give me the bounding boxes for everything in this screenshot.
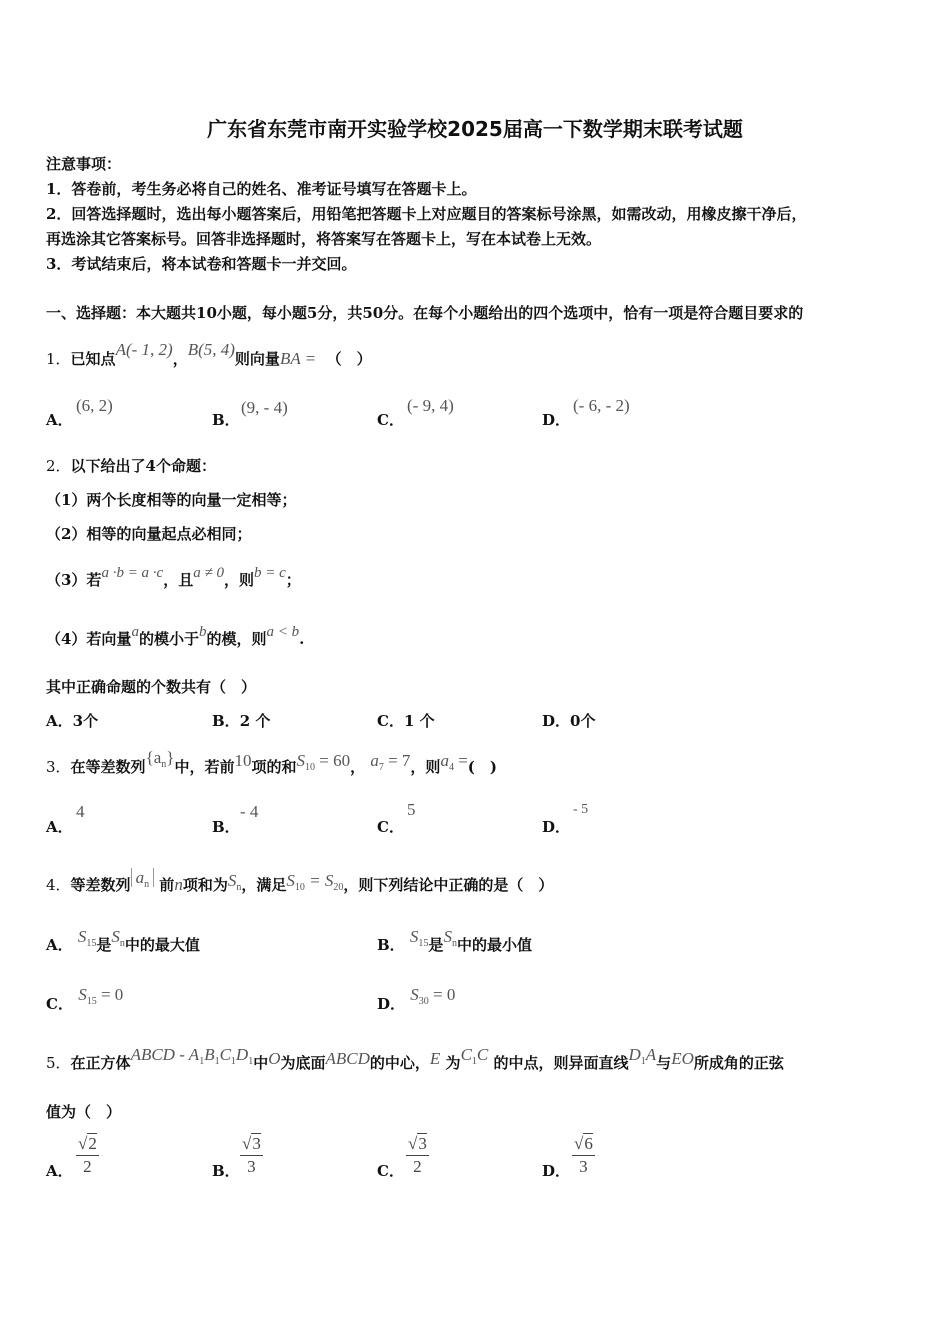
term-a4: $a_4$ = xyxy=(440,751,468,773)
question-5-stem: 5．在正方体ABCD - $A_1B_1C_1D_1$中O为底面ABCD的中心，E 为$C_1C$ 的中点，则异面直线$D_1A$与EO所成角的正弦 xyxy=(46,1045,784,1072)
q5-option-d-label[interactable]: D． xyxy=(542,1162,571,1180)
question-number: 5． xyxy=(46,1054,71,1072)
question-5-stem-cont: 值为（ ） xyxy=(46,1103,122,1121)
sequence-an: $\{a_n\}$ xyxy=(145,748,175,770)
q3-option-d-label[interactable]: D． xyxy=(542,818,571,836)
q1-option-a-value: (6, 2) xyxy=(76,396,113,415)
question-number: 3． xyxy=(46,758,71,776)
q2-option-d[interactable]: D．0个 xyxy=(542,712,596,730)
vector-ba: BA = xyxy=(279,349,317,368)
q3-option-c-value: 5 xyxy=(407,800,416,819)
q4-option-c[interactable]: C． $S_{15} = 0$ xyxy=(46,985,124,1013)
q5-option-c-label[interactable]: C． xyxy=(377,1162,404,1180)
q4-option-b[interactable]: B． $S_{15}$是$S_n$中的最小值 xyxy=(377,927,532,954)
q3-option-b-label[interactable]: B． xyxy=(212,818,240,836)
question-number: 1． xyxy=(46,350,71,368)
point-b: B(5, 4) xyxy=(187,340,235,359)
question-number: 2． xyxy=(46,457,71,475)
q5-option-a-value: $\frac{√2}{2}$ xyxy=(78,1134,97,1176)
q2-option-a[interactable]: A．3个 xyxy=(46,712,99,730)
q3-option-a-label[interactable]: A． xyxy=(46,818,73,836)
q1-option-b-label[interactable]: B． xyxy=(212,411,240,429)
q1-option-c-value: (- 9, 4) xyxy=(407,396,454,415)
question-4-stem: 4．等差数列 $a_n$ 前n项和为$S_n$，满足$S_{10} = S_{20}$，则下列结论中正确的是（ ） xyxy=(46,868,554,894)
q1-option-c-label[interactable]: C． xyxy=(377,411,404,429)
q2-option-b[interactable]: B．2 个 xyxy=(212,712,271,730)
proposition-3: （3）若a ·b = a ·c，且a ≠ 0，则b = c； xyxy=(46,565,301,589)
q1-option-a-label[interactable]: A． xyxy=(46,411,73,429)
point-a: A(- 1, 2) xyxy=(115,340,173,359)
notice-item-3: 3．考试结束后，将本试卷和答题卡一并交回。 xyxy=(46,255,357,273)
q3-option-a-value: 4 xyxy=(76,802,85,821)
q1-option-d-label[interactable]: D． xyxy=(542,411,571,429)
question-1-stem: 1．已知点A(- 1, 2)，B(5, 4)则向量BA = （ ） xyxy=(46,340,372,368)
question-number: 4． xyxy=(46,876,71,894)
question-2-prompt: 其中正确命题的个数共有（ ） xyxy=(46,678,257,696)
q1-option-b-value: (9, - 4) xyxy=(241,398,288,417)
proposition-2: （2）相等的向量起点必相同； xyxy=(46,525,252,543)
q3-option-b-value: - 4 xyxy=(240,802,259,821)
q5-option-b-value: $\frac{√3}{3}$ xyxy=(242,1134,261,1176)
notice-item-2: 2．回答选择题时，选出每小题答案后，用铅笔把答题卡上对应题目的答案标号涂黑，如需改动，用橡皮擦干净后， xyxy=(46,205,807,223)
page-title: 广东省东莞市南开实验学校2025届高一下数学期末联考试题 xyxy=(207,117,743,141)
sum-condition: $S_{10} = S_{20}$ xyxy=(286,871,344,893)
sum-s10: $S_{10} = 60$ xyxy=(296,751,351,773)
q4-option-d[interactable]: D． $S_{30} = 0$ xyxy=(377,985,456,1013)
notice-item-2-cont: 再选涂其它答案标号。回答非选择题时，将答案写在答题卡上，写在本试卷上无效。 xyxy=(46,230,602,248)
q5-option-d-value: $\frac{√6}{3}$ xyxy=(574,1134,593,1176)
question-2-stem: 2．以下给出了4个命题： xyxy=(46,457,216,475)
notice-item-1: 1．答卷前，考生务必将自己的姓名、准考证号填写在答题卡上。 xyxy=(46,180,477,198)
sequence-an: $a_n$ xyxy=(131,868,155,887)
question-3-stem: 3．在等差数列$\{a_n\}$中，若前10项的和$S_{10} = 60$， $a_7 = 7$，则$a_4$ =( ) xyxy=(46,748,497,776)
q5-option-a-label[interactable]: A． xyxy=(46,1162,73,1180)
q5-option-c-value: $\frac{√3}{2}$ xyxy=(408,1134,427,1176)
proposition-4: （4）若向量a的模小于b的模，则a < b. xyxy=(46,624,305,648)
q3-option-d-value: - 5 xyxy=(573,802,589,817)
term-a7: $a_7 = 7$ xyxy=(370,751,411,773)
q4-option-a[interactable]: A． $S_{15}$是$S_n$中的最大值 xyxy=(46,927,200,954)
proposition-1: （1）两个长度相等的向量一定相等； xyxy=(46,491,297,509)
q1-option-d-value: (- 6, - 2) xyxy=(573,396,630,415)
notice-heading: 注意事项： xyxy=(46,155,122,173)
q5-option-b-label[interactable]: B． xyxy=(212,1162,240,1180)
cube-name: ABCD - $A_1B_1C_1D_1$ xyxy=(130,1045,254,1067)
q3-option-c-label[interactable]: C． xyxy=(377,818,404,836)
q2-option-c[interactable]: C．1 个 xyxy=(377,712,435,730)
section-heading: 一、选择题：本大题共10小题，每小题5分，共50分。在每个小题给出的四个选项中，恰有一项是符合题目要求的 xyxy=(46,304,804,322)
